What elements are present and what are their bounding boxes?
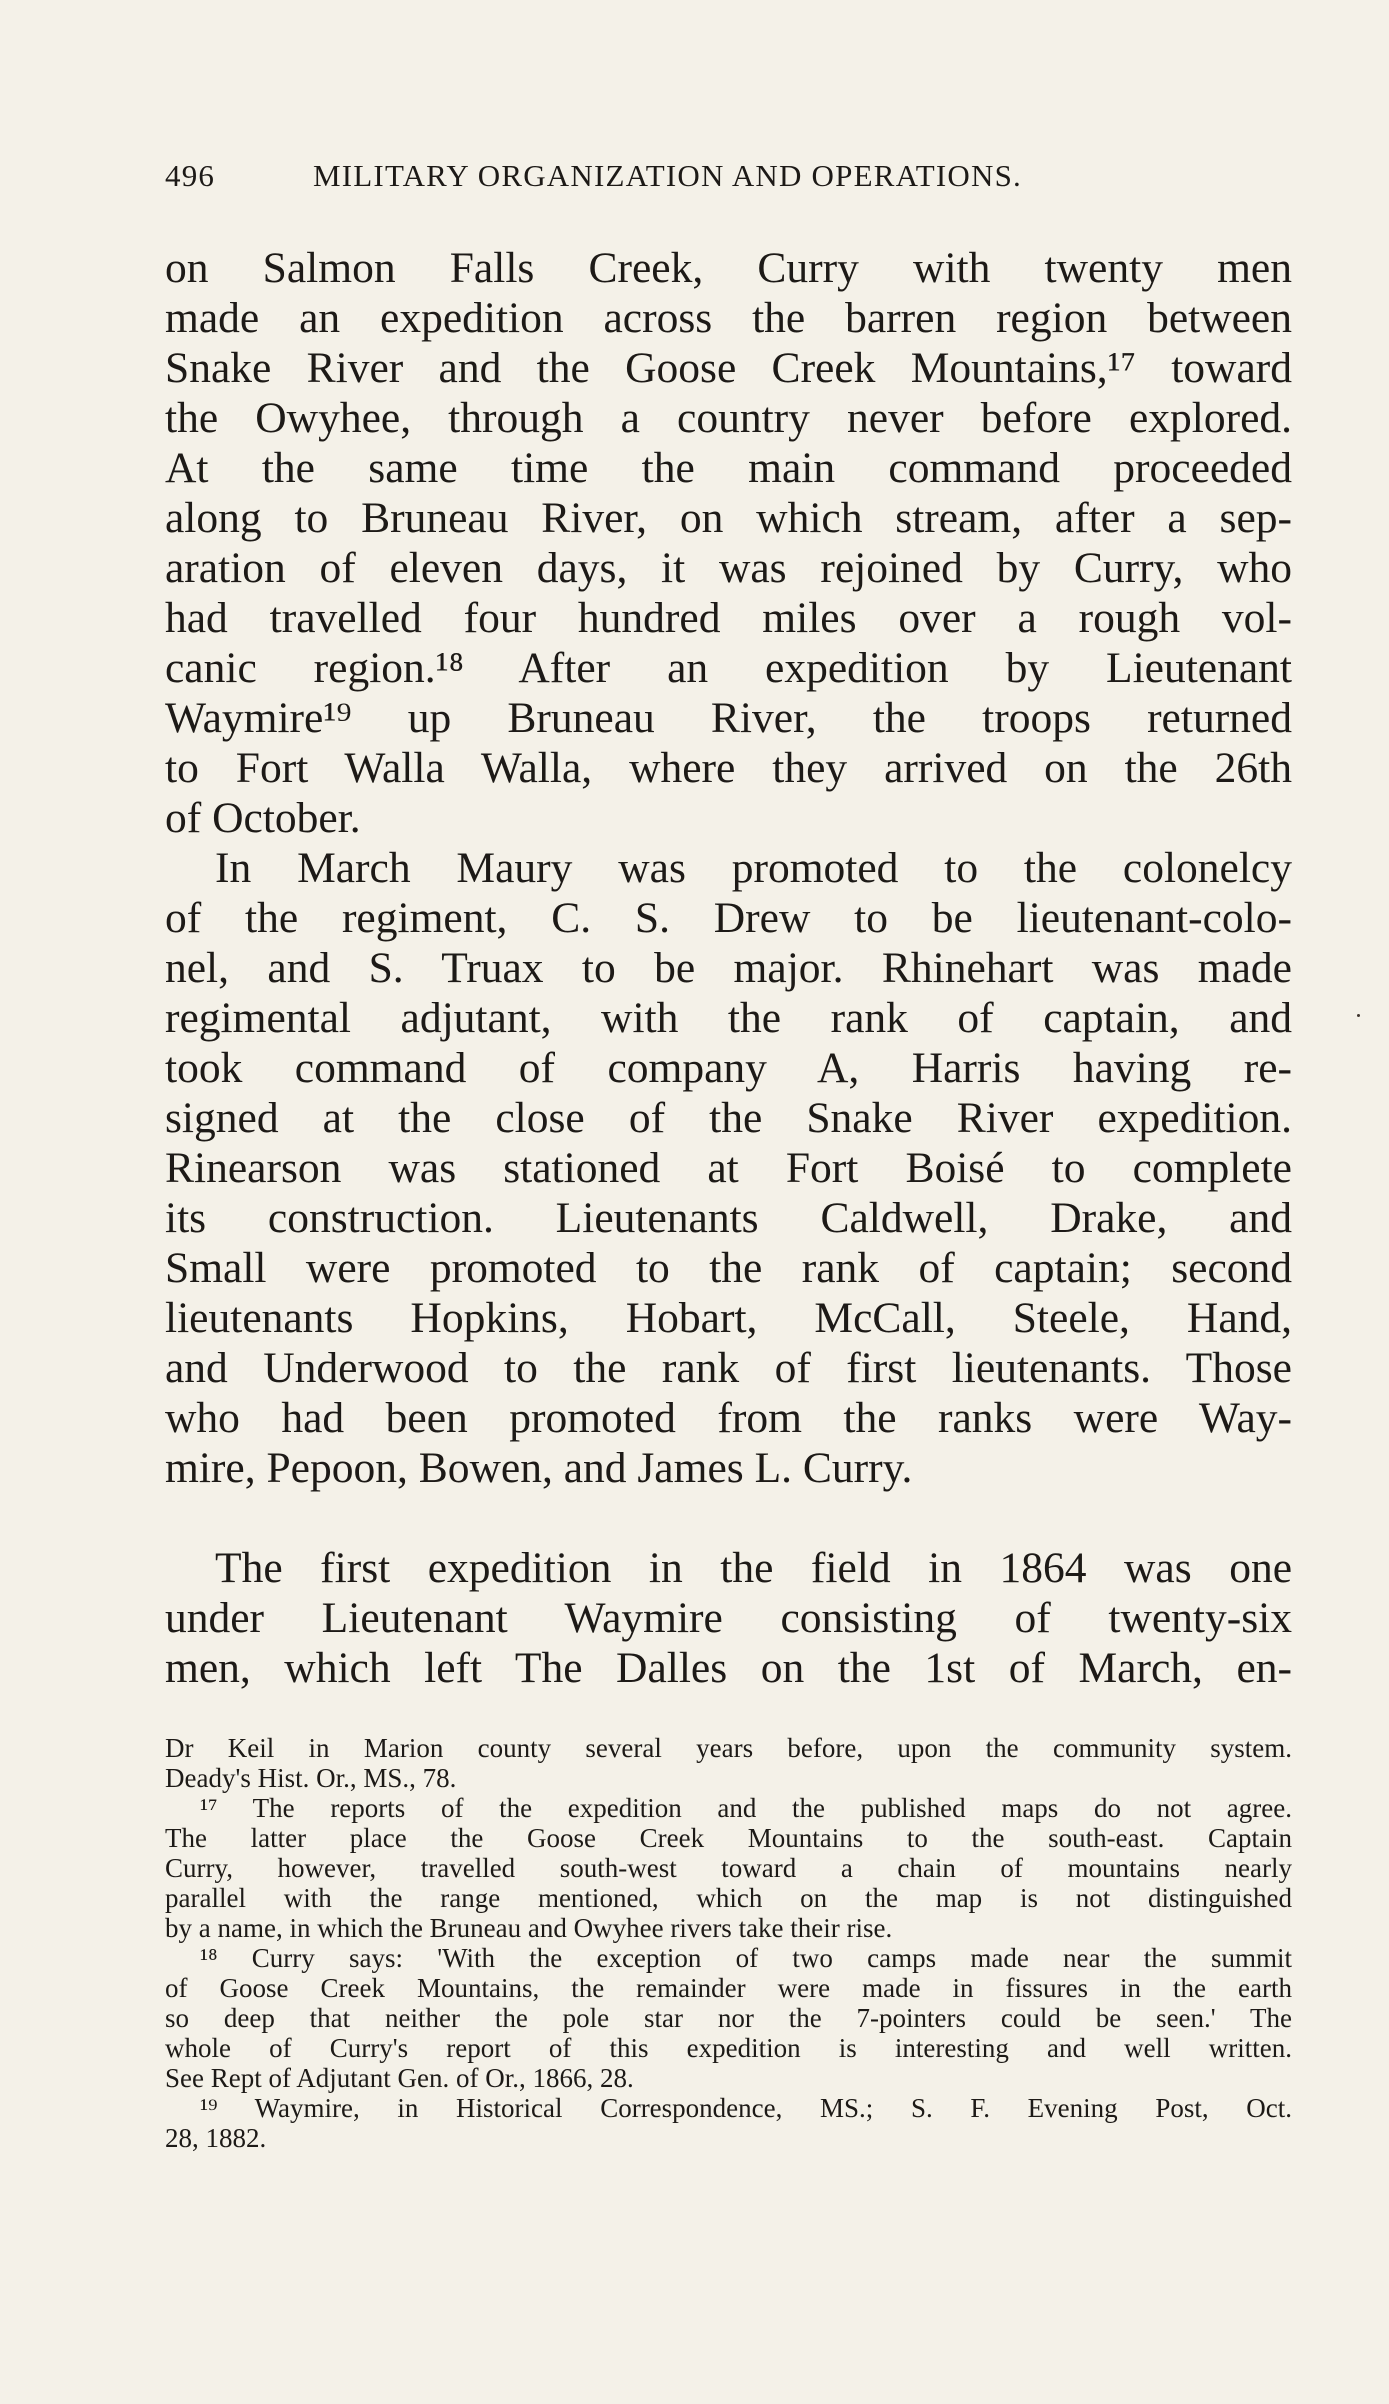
text-line: had travelled four hundred miles over a rough vol- — [165, 594, 1292, 642]
text-line: At the same time the main command proceeded — [165, 444, 1292, 492]
footnote-19: ¹⁹ Waymire, in Historical Correspondence, MS.; S. F. Evening Post, Oct. — [200, 2093, 1292, 2123]
text-line: to Fort Walla Walla, where they arrived on the 26th — [165, 744, 1292, 792]
text-line: took command of company A, Harris having re- — [165, 1044, 1292, 1092]
text-line: the Owyhee, through a country never before explored. — [165, 394, 1292, 442]
text-line: along to Bruneau River, on which stream, after a sep- — [165, 494, 1292, 542]
footnote-line: whole of Curry's report of this expedition is interesting and well written. — [165, 2033, 1292, 2063]
text-line: mire, Pepoon, Bowen, and James L. Curry. — [165, 1444, 913, 1492]
text-line: signed at the close of the Snake River expedition. — [165, 1094, 1292, 1142]
text-line: Small were promoted to the rank of captain; second — [165, 1244, 1292, 1292]
text-line: Rinearson was stationed at Fort Boisé to complete — [165, 1144, 1292, 1192]
text-line: who had been promoted from the ranks were Way- — [165, 1394, 1292, 1442]
text-line: made an expedition across the barren region between — [165, 294, 1292, 342]
footnote-line: by a name, in which the Bruneau and Owyhee rivers take their rise. — [165, 1913, 893, 1943]
running-head — [165, 158, 1210, 198]
text-line: and Underwood to the rank of first lieutenants. Those — [165, 1344, 1292, 1392]
footnote-line: The latter place the Goose Creek Mountains to the south-east. Captain — [165, 1823, 1292, 1853]
footnote-line: so deep that neither the pole star nor the 7-pointers could be seen.' The — [165, 2003, 1292, 2033]
text-line: regimental adjutant, with the rank of captain, and — [165, 994, 1292, 1042]
text-line: under Lieutenant Waymire consisting of twenty-six — [165, 1594, 1292, 1642]
footnote-line: See Rept of Adjutant Gen. of Or., 1866, 28. — [165, 2063, 634, 2093]
footnote-line: Deady's Hist. Or., MS., 78. — [165, 1763, 457, 1793]
footnote-line: of Goose Creek Mountains, the remainder were made in fissures in the earth — [165, 1973, 1292, 2003]
paper-speck — [1357, 1014, 1360, 1017]
text-line: Waymire¹⁹ up Bruneau River, the troops returned — [165, 694, 1292, 742]
text-line: lieutenants Hopkins, Hobart, McCall, Steele, Hand, — [165, 1294, 1292, 1342]
footnote-line: Dr Keil in Marion county several years before, upon the community system. — [165, 1733, 1292, 1763]
text-line: The first expedition in the field in 1864 was one — [215, 1544, 1292, 1592]
text-line: of the regiment, C. S. Drew to be lieutenant-colo- — [165, 894, 1292, 942]
footnote-line: parallel with the range mentioned, which on the map is not distinguished — [165, 1883, 1292, 1913]
text-line: canic region.¹⁸ After an expedition by Lieutenant — [165, 644, 1292, 692]
footnote-line: Curry, however, travelled south-west toward a chain of mountains nearly — [165, 1853, 1292, 1883]
footnote-18: ¹⁸ Curry says: 'With the exception of two camps made near the summit — [200, 1943, 1292, 1973]
footnote-line: 28, 1882. — [165, 2123, 267, 2153]
text-line: In March Maury was promoted to the colonelcy — [215, 844, 1292, 892]
text-line: of October. — [165, 794, 361, 842]
text-line: nel, and S. Truax to be major. Rhinehart was made — [165, 944, 1292, 992]
text-line: on Salmon Falls Creek, Curry with twenty men — [165, 244, 1292, 292]
text-line: Snake River and the Goose Creek Mountains,¹⁷ toward — [165, 344, 1292, 392]
footnote-17: ¹⁷ The reports of the expedition and the published maps do not agree. — [200, 1793, 1292, 1823]
text-line: men, which left The Dalles on the 1st of March, en- — [165, 1644, 1292, 1692]
text-line: its construction. Lieutenants Caldwell, Drake, and — [165, 1194, 1292, 1242]
text-line: aration of eleven days, it was rejoined by Curry, who — [165, 544, 1292, 592]
running-title: MILITARY ORGANIZATION AND OPERATIONS. — [313, 158, 1022, 193]
page-number: 496 — [165, 158, 216, 193]
